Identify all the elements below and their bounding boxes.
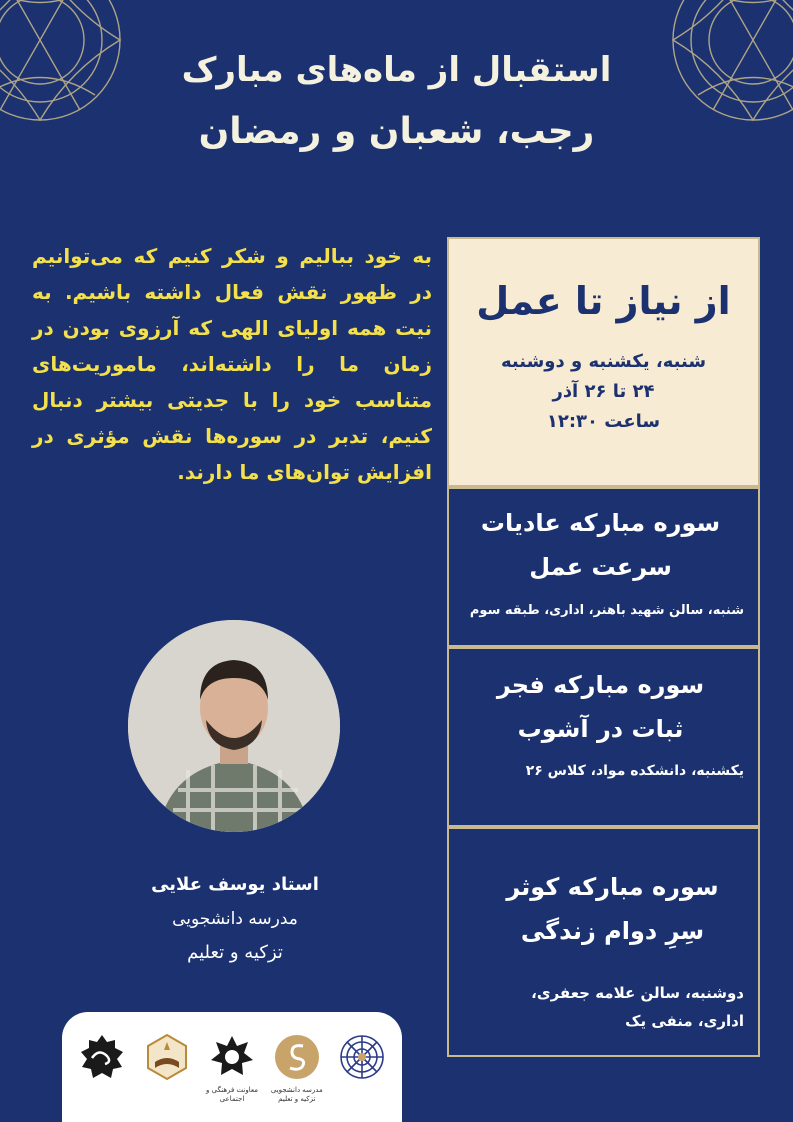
logo-item <box>269 1032 325 1112</box>
headline-title: از نیاز تا عمل <box>476 279 731 323</box>
headline-days: شنبه، یکشنبه و دوشنبه <box>500 351 707 372</box>
star-emblem-icon <box>207 1032 257 1082</box>
session-title: ثبات در آشوب <box>517 715 684 743</box>
rosette-icon <box>337 1032 387 1082</box>
title-line-2: رجب، شعبان و رمضان <box>198 111 595 152</box>
calligraphy-seal-icon <box>77 1032 127 1082</box>
session-card <box>447 647 760 827</box>
session-surah: سوره مبارکه کوثر <box>506 873 719 901</box>
session-card <box>447 827 760 1057</box>
session-card <box>447 487 760 647</box>
speaker-info <box>100 868 370 970</box>
circle-s-icon <box>272 1032 322 1082</box>
speaker-name: استاد یوسف علایی <box>151 874 319 895</box>
session-title: سرعت عمل <box>529 553 672 581</box>
speaker-organization: مدرسه دانشجویی <box>172 909 298 929</box>
session-title: سِرِ دوام زندگی <box>520 917 705 945</box>
session-info: شنبه، سالن شهید باهنر، اداری، طبقه سوم <box>469 603 744 618</box>
headline-time: ساعت ۱۲:۳۰ <box>546 411 661 432</box>
poster-title <box>0 40 793 164</box>
title-line-1: استقبال از ماه‌های مبارک <box>181 50 612 90</box>
session-info: یکشنبه، دانشکده مواد، کلاس ۲۶ <box>525 763 744 779</box>
session-info-line-2: اداری، منفی یک <box>625 1012 744 1030</box>
sponsor-logos-bar <box>62 1012 402 1122</box>
logo-item <box>204 1032 260 1112</box>
speaker-organization-sub: تزکیه و تعلیم <box>187 942 283 963</box>
speaker-portrait-icon <box>128 620 340 832</box>
logo-caption: معاونت فرهنگی و اجتماعی <box>206 1086 259 1103</box>
quote-paragraph: به خود ببالیم و شکر کنیم که می‌توانیم در ظهور نقش فعال داشته باشیم. به نیت همه اولیای الهی که آرزوی بودن در زمان ما را داشته‌اند، ماموریت‌های متناسب خود را با جدیتی بیشتر دنبال کنیم، تدبر در سوره‌ها نقش مؤثری در افزایش توان‌های ما دارند. <box>32 244 432 484</box>
speaker-photo <box>128 620 340 832</box>
logo-item <box>74 1032 130 1112</box>
quran-book-icon <box>142 1032 192 1082</box>
logo-item <box>334 1032 390 1112</box>
session-surah: سوره مبارکه عادیات <box>480 509 721 537</box>
session-surah: سوره مبارکه فجر <box>496 671 705 699</box>
logo-item <box>139 1032 195 1112</box>
session-info <box>457 979 744 1035</box>
headline-box <box>447 237 760 487</box>
session-info-line-1: دوشنبه، سالن علامه جعفری، <box>531 984 744 1002</box>
logo-caption: مدرسه دانشجویی تزکیه و تعلیم <box>270 1086 323 1103</box>
headline-dates: ۲۴ تا ۲۶ آذر <box>552 381 655 402</box>
